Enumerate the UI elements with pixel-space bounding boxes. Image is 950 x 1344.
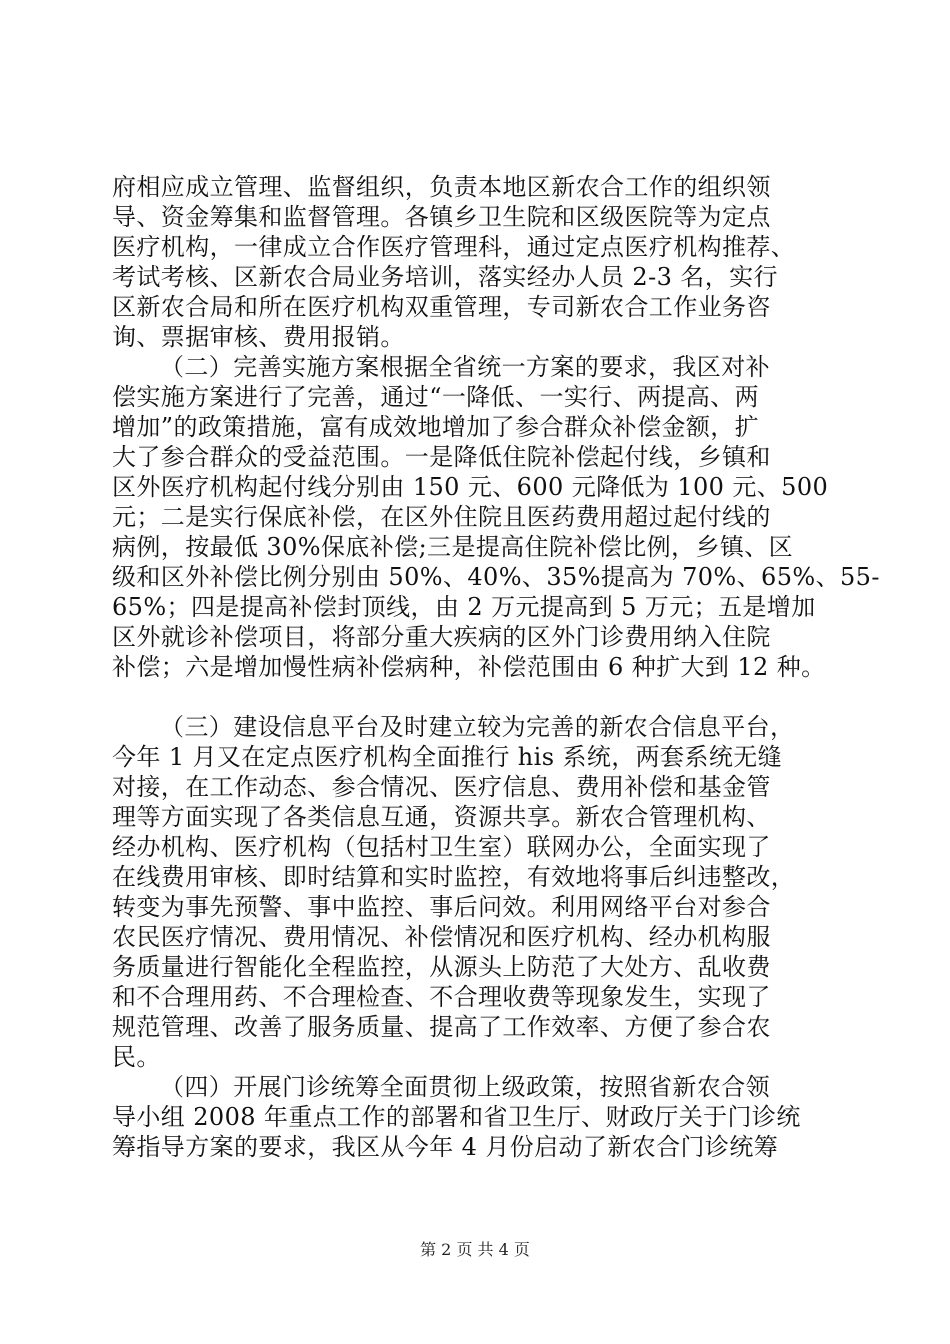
text-line: 65%；四是提高补偿封顶线，由 2 万元提高到 5 万元；五是增加 bbox=[112, 593, 816, 621]
text-line: 医疗机构，一律成立合作医疗管理科，通过定点医疗机构推荐、 bbox=[112, 233, 796, 261]
text-line: 考试考核、区新农合局业务培训，落实经办人员 2-3 名，实行 bbox=[112, 263, 778, 291]
text-line: 询、票据审核、费用报销。 bbox=[112, 323, 405, 351]
text-line: 偿实施方案进行了完善，通过“一降低、一实行、两提高、两 bbox=[112, 383, 760, 411]
text-line: 区外就诊补偿项目，将部分重大疾病的区外门诊费用纳入住院 bbox=[112, 623, 771, 651]
text-line: 区新农合局和所在医疗机构双重管理，专司新农合工作业务咨 bbox=[112, 293, 771, 321]
text-line: 农民医疗情况、费用情况、补偿情况和医疗机构、经办机构服 bbox=[112, 923, 771, 951]
text-line: 今年 1 月又在定点医疗机构全面推行 his 系统，两套系统无缝 bbox=[112, 743, 783, 771]
text-line: 务质量进行智能化全程监控，从源头上防范了大处方、乱收费 bbox=[112, 953, 771, 981]
text-line: 府相应成立管理、监督组织，负责本地区新农合工作的组织领 bbox=[112, 173, 771, 201]
text-line: 导、资金筹集和监督管理。各镇乡卫生院和区级医院等为定点 bbox=[112, 203, 771, 231]
text-line: 大了参合群众的受益范围。一是降低住院补偿起付线，乡镇和 bbox=[112, 443, 771, 471]
text-line: 增加”的政策措施，富有成效地增加了参合群众补偿金额，扩 bbox=[112, 413, 760, 441]
text-line: 对接，在工作动态、参合情况、医疗信息、费用补偿和基金管 bbox=[112, 773, 771, 801]
text-line: 转变为事先预警、事中监控、事后问效。利用网络平台对参合 bbox=[112, 893, 771, 921]
paragraph-start-line: （四）开展门诊统筹全面贯彻上级政策，按照省新农合领 bbox=[160, 1073, 770, 1101]
text-line: 导小组 2008 年重点工作的部署和省卫生厅、财政厅关于门诊统 bbox=[112, 1103, 801, 1131]
page-footer: 第 2 页 共 4 页 bbox=[420, 1240, 530, 1259]
paragraph-start-line: （二）完善实施方案根据全省统一方案的要求，我区对补 bbox=[160, 353, 770, 381]
text-line: 级和区外补偿比例分别由 50%、40%、35%提高为 70%、65%、55- bbox=[112, 563, 880, 591]
text-line: 理等方面实现了各类信息互通，资源共享。新农合管理机构、 bbox=[112, 803, 771, 831]
paragraph-start-line: （三）建设信息平台及时建立较为完善的新农合信息平台， bbox=[160, 713, 795, 741]
text-line: 补偿；六是增加慢性病补偿病种，补偿范围由 6 种扩大到 12 种。 bbox=[112, 653, 826, 681]
paragraph-gap bbox=[112, 682, 850, 712]
text-line: 规范管理、改善了服务质量、提高了工作效率、方便了参合农 bbox=[112, 1013, 771, 1041]
text-line: 和不合理用药、不合理检查、不合理收费等现象发生，实现了 bbox=[112, 983, 771, 1011]
text-line: 病例，按最低 30%保底补偿;三是提高住院补偿比例，乡镇、区 bbox=[112, 533, 794, 561]
document-body bbox=[112, 172, 880, 1162]
text-line: 元；二是实行保底补偿，在区外住院且医药费用超过起付线的 bbox=[112, 503, 771, 531]
text-line: 区外医疗机构起付线分别由 150 元、600 元降低为 100 元、500 bbox=[112, 473, 829, 501]
text-line: 民。 bbox=[112, 1043, 161, 1071]
text-line: 经办机构、医疗机构（包括村卫生室）联网办公，全面实现了 bbox=[112, 833, 771, 861]
text-line: 筹指导方案的要求，我区从今年 4 月份启动了新农合门诊统筹 bbox=[112, 1133, 779, 1161]
text-line: 在线费用审核、即时结算和实时监控，有效地将事后纠违整改， bbox=[112, 863, 796, 891]
